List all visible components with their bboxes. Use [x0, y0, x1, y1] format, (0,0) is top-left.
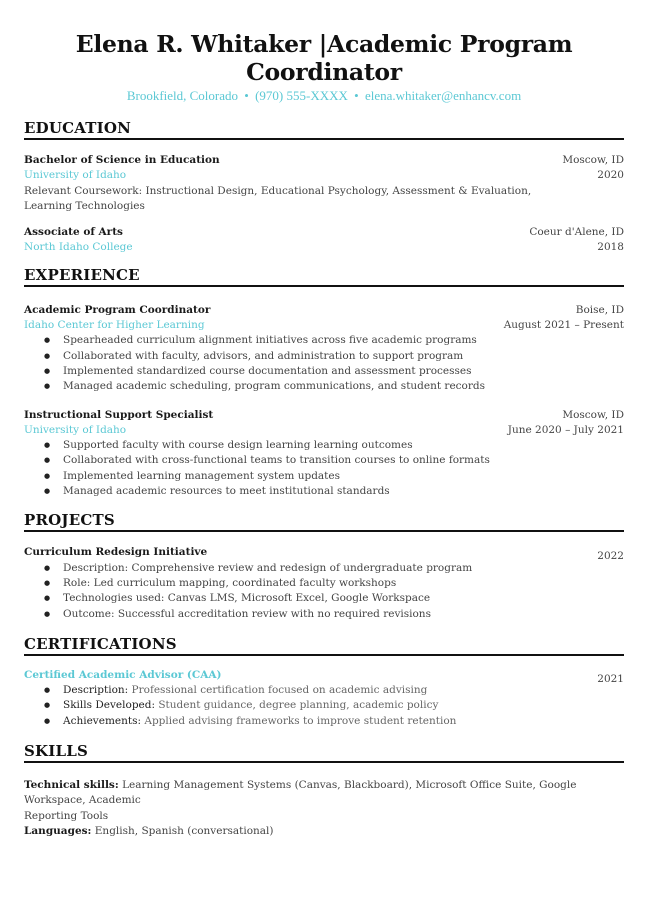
bullet-item — [24, 714, 624, 729]
job-dates: June 2020 – July 2021 — [507, 423, 624, 436]
project-entry — [24, 545, 624, 621]
bullet-item — [24, 698, 624, 713]
employer-name: University of Idaho — [24, 423, 127, 436]
bullet-text: Applied advising frameworks to improve student retention — [144, 714, 457, 727]
bullet-label: Description: — [63, 684, 129, 697]
location-text: Brookfield, Colorado — [126, 88, 239, 103]
education-year: 2018 — [597, 241, 624, 254]
bullet-text: Student guidance, degree planning, academic policy — [158, 699, 439, 712]
project-bullets — [24, 561, 624, 622]
bullet-text: Professional certification focused on academic advising — [131, 684, 428, 697]
project-year: 2022 — [597, 550, 624, 563]
bullet-item: ● Role: Led curriculum mapping, coordinated faculty workshops — [24, 576, 624, 591]
skills-list — [24, 778, 624, 839]
experience-section — [24, 266, 624, 500]
experience-entry — [24, 303, 624, 395]
certification-bullets — [24, 683, 624, 729]
bullet-item: ● Spearheaded curriculum alignment initiatives across five academic programs — [24, 333, 624, 348]
section-title-education: EDUCATION — [24, 119, 624, 140]
section-title-experience: EXPERIENCE — [24, 266, 624, 287]
job-title: Instructional Support Specialist — [24, 408, 214, 421]
bullet-item: ● Collaborated with faculty, advisors, and administration to support program — [24, 349, 624, 364]
certification-year: 2021 — [597, 672, 624, 685]
degree-title: Associate of Arts — [24, 226, 123, 239]
coursework-text-cont: Learning Technologies — [24, 199, 145, 212]
job-bullets — [24, 438, 624, 499]
languages-row — [24, 824, 624, 839]
bullet-item: ● Technologies used: Canvas LMS, Microsoft Excel, Google Workspace — [24, 591, 624, 606]
employer-name: Idaho Center for Higher Learning — [24, 319, 205, 332]
projects-section — [24, 511, 624, 621]
section-title-skills: SKILLS — [24, 742, 624, 763]
education-entry — [24, 225, 624, 256]
bullet-label: Achievements: — [63, 714, 142, 727]
technical-skills-text: Learning Management Systems (Canvas, Blackboard), Microsoft Office Suite, Google Workspace, Academic — [24, 779, 577, 807]
bullet-item: ● Outcome: Successful accreditation review with no required revisions — [24, 607, 624, 622]
bullet-item: ● Description: Comprehensive review and redesign of undergraduate program — [24, 561, 624, 576]
education-entry — [24, 153, 624, 214]
resume-header — [24, 0, 624, 104]
separator-dot-icon: • — [354, 88, 359, 103]
bullet-item: ● Implemented learning management system updates — [24, 469, 624, 484]
experience-entry — [24, 408, 624, 500]
skills-section — [24, 742, 624, 839]
bullet-item: ● Supported faculty with course design learning learning outcomes — [24, 438, 624, 453]
contact-line — [24, 88, 624, 104]
coursework-text: Relevant Coursework: Instructional Design, Educational Psychology, Assessment & Evaluation, — [24, 184, 532, 197]
degree-title: Bachelor of Science in Education — [24, 154, 220, 166]
job-location: Moscow, ID — [562, 408, 624, 421]
school-name: University of Idaho — [24, 169, 127, 182]
bullet-item — [24, 683, 624, 698]
job-dates: August 2021 – Present — [503, 319, 624, 332]
technical-skills-label: Technical skills: — [24, 779, 119, 792]
bullet-item: ● Collaborated with cross-functional teams to transition courses to online formats — [24, 453, 624, 468]
languages-label: Languages: — [24, 824, 92, 837]
job-bullets — [24, 333, 624, 394]
languages-text: English, Spanish (conversational) — [94, 824, 274, 837]
certification-name: Certified Academic Advisor (CAA) — [24, 668, 222, 681]
education-location: Coeur d'Alene, ID — [529, 226, 624, 239]
email-link[interactable]: elena.whitaker@enhancv.com — [364, 88, 522, 103]
separator-dot-icon: • — [244, 88, 249, 103]
name-title: Elena R. Whitaker |Academic Program Coordinator — [75, 30, 573, 86]
job-location: Boise, ID — [575, 303, 624, 316]
bullet-item: ● Implemented standardized course documentation and assessment processes — [24, 364, 624, 379]
project-name: Curriculum Redesign Initiative — [24, 546, 208, 559]
technical-skills-text-cont: Reporting Tools — [24, 809, 109, 822]
section-title-projects: PROJECTS — [24, 511, 624, 532]
bullet-item: ● Managed academic resources to meet institutional standards — [24, 484, 624, 499]
school-name: North Idaho College — [24, 241, 133, 254]
phone-text: (970) 555-XXXX — [255, 88, 348, 103]
education-section — [24, 119, 624, 256]
technical-skills-row — [24, 778, 624, 809]
section-title-certifications: CERTIFICATIONS — [24, 635, 624, 656]
bullet-item: ● Managed academic scheduling, program communications, and student records — [24, 379, 624, 394]
education-location: Moscow, ID — [562, 154, 624, 166]
job-title: Academic Program Coordinator — [24, 303, 211, 316]
education-year: 2020 — [597, 169, 624, 182]
certification-entry — [24, 668, 624, 729]
bullet-label: Skills Developed: — [63, 699, 156, 712]
certifications-section — [24, 635, 624, 729]
